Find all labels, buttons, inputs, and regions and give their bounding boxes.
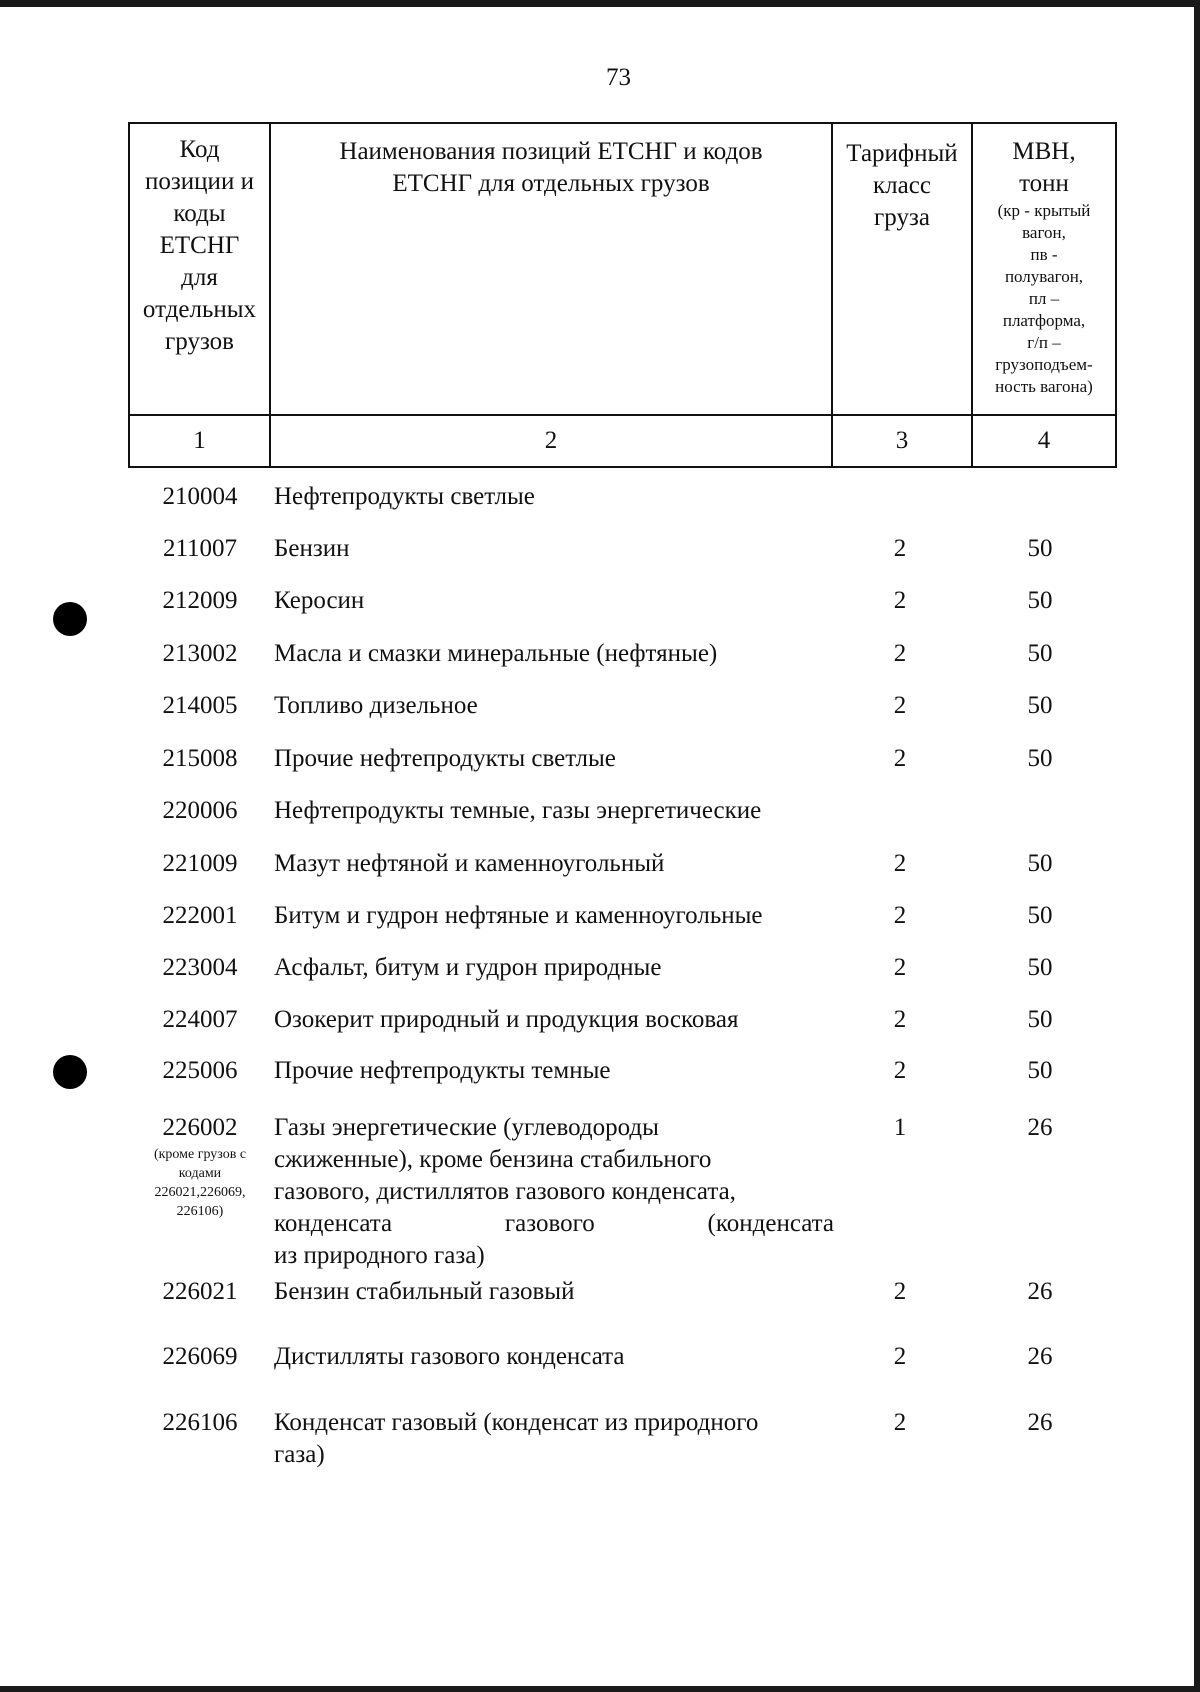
min-load-tons: 26 [1027,1278,1053,1305]
cargo-code: 211007 [162,535,238,562]
cargo-code: 210004 [162,483,238,510]
min-load-tons: 50 [1027,1057,1053,1084]
column-number: 3 [832,415,972,467]
min-load-tons: 50 [1027,692,1053,719]
tariff-class: 2 [893,745,907,772]
tariff-class: 2 [893,587,907,614]
cargo-name: Керосин [274,587,365,614]
cargo-code-note: 226021,226069, [154,1185,246,1200]
cargo-code: 212009 [162,587,238,614]
cargo-name: Битум и гудрон нефтяные и каменноугольные [274,902,763,929]
page-number: 73 [606,64,631,91]
cargo-code: 213002 [162,640,238,667]
min-load-tons: 26 [1027,1409,1053,1436]
cargo-name: Нефтепродукты темные, газы энергетические [274,797,762,824]
min-load-tons: 50 [1027,745,1053,772]
cargo-code-note: кодами [178,1166,222,1181]
cargo-code: 222001 [162,902,238,929]
column-number: 1 [129,415,270,467]
table-header [128,122,1117,468]
cargo-name: Конденсат газовый (конденсат из природного газа) [274,1409,759,1468]
min-load-tons: 26 [1027,1343,1053,1370]
tariff-class: 2 [893,902,907,929]
cargo-code: 226069 [162,1343,238,1370]
min-load-tons: 50 [1027,1006,1053,1033]
cargo-name: Бензин стабильный газовый [274,1278,575,1305]
min-load-tons: 50 [1027,535,1053,562]
cargo-code: 223004 [162,954,238,981]
min-load-tons: 50 [1027,850,1053,877]
cargo-name: Бензин [274,535,350,562]
header-col2: Наименования позиций ЕТСНГ и кодов ЕТСНГ для отдельных грузов [270,123,832,415]
tariff-class: 2 [893,1343,907,1370]
cargo-code: 226106 [162,1409,238,1436]
tariff-class: 2 [893,1409,907,1436]
cargo-name: Нефтепродукты светлые [274,483,535,510]
min-load-tons: 50 [1027,902,1053,929]
cargo-code: 224007 [162,1006,238,1033]
column-numbers-row [129,415,1116,467]
cargo-code: 221009 [162,850,238,877]
cargo-code: 214005 [162,692,238,719]
cargo-code-note: (кроме грузов с [153,1147,247,1162]
tariff-class: 2 [893,1006,907,1033]
cargo-code: 226021 [162,1278,238,1305]
scan-border-bottom [0,1686,1200,1692]
cargo-name: Газы энергетические (углеводороды сжиженные), кроме бензина стабильного газового, дистиллятов газового конденсата, конденсата газового (конденсата из природного газа) [274,1114,834,1269]
min-load-tons: 26 [1027,1114,1053,1141]
tariff-class: 2 [893,850,907,877]
cargo-name: Масла и смазки минеральные (нефтяные) [274,640,718,667]
tariff-class: 2 [893,954,907,981]
cargo-name: Озокерит природный и продукция восковая [274,1006,739,1033]
header-col4: МВН, тонн (кр - крытый вагон, пв - полувагон, пл – платформа, г/п – грузоподъем- ность вагона) [972,123,1116,415]
cargo-code-note: 226106) [176,1204,224,1219]
cargo-code: 226002 (кроме грузов с кодами 226021,226069, 226106) [125,1112,275,1220]
scan-border-top [0,0,1200,7]
column-number: 4 [972,415,1116,467]
cargo-code: 225006 [162,1057,238,1084]
cargo-name: Дистилляты газового конденсата [274,1343,625,1370]
punch-hole [53,1055,87,1089]
header-col3: Тарифный класс груза [832,123,972,415]
min-load-tons: 50 [1027,587,1053,614]
punch-hole [53,602,87,636]
min-load-tons: 50 [1027,640,1053,667]
tariff-class: 2 [893,1278,907,1305]
tariff-class: 2 [893,1057,907,1084]
tariff-class: 2 [893,692,907,719]
scan-border-right [1194,0,1200,1692]
tariff-class: 1 [893,1114,907,1141]
tariff-class: 2 [893,640,907,667]
cargo-name: Топливо дизельное [274,692,478,719]
min-load-tons: 50 [1027,954,1053,981]
column-number: 2 [270,415,832,467]
cargo-name: Прочие нефтепродукты светлые [274,745,616,772]
cargo-name: Прочие нефтепродукты темные [274,1057,611,1084]
header-col1: Код позиции и коды ЕТСНГ для отдельных грузов [129,123,270,415]
cargo-code: 220006 [162,797,238,824]
tariff-class: 2 [893,535,907,562]
cargo-code: 215008 [162,745,238,772]
cargo-name: Мазут нефтяной и каменноугольный [274,850,665,877]
cargo-name: Асфальт, битум и гудрон природные [274,954,662,981]
